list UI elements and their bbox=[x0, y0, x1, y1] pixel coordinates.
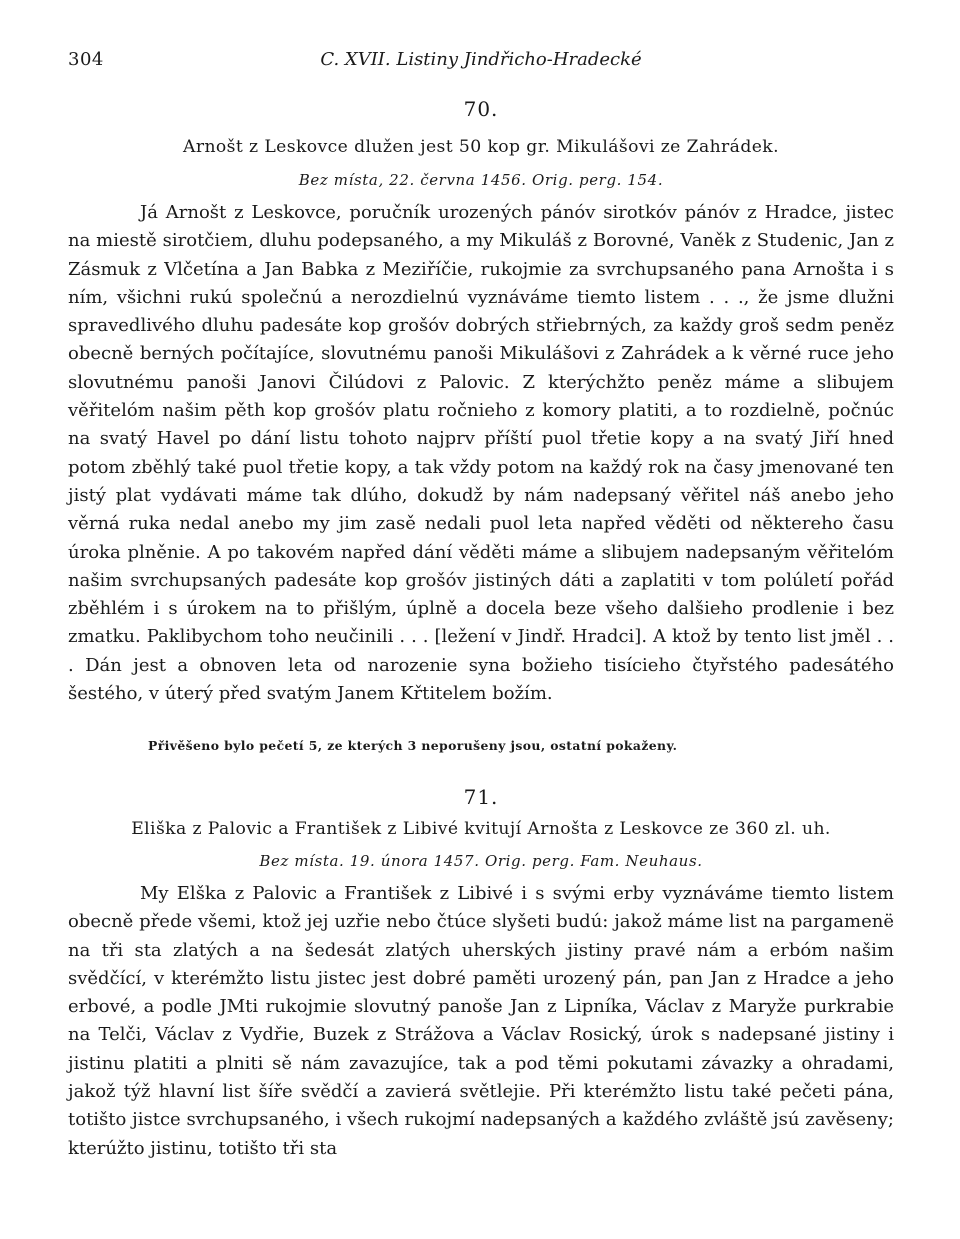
document-number: 70. bbox=[463, 97, 499, 121]
document-dating: Bez místa, 22. června 1456. Orig. perg. 154. bbox=[298, 171, 664, 189]
document-page bbox=[68, 0, 894, 1239]
page-number: 304 bbox=[68, 49, 104, 70]
document-summary: Eliška z Palovic a František z Libivé kvitují Arnošta z Leskovce ze 360 zl. uh. bbox=[131, 819, 831, 839]
document-text bbox=[68, 880, 894, 1163]
document-paragraph: Já Arnošt z Leskovce, poručník urozených pánóv sirotkóv pánóv z Hradce, jistec na miestě sirotčiem, dluhu podepsaného, a my Mikuláš z Borovné, Vaněk z Studenic, Jan z Zásmuk z Vlčetína a Jan Babka z Meziříčie, rukojmie za svrchupsaného pana Arnošta i s ním, všichni rukú společnú a nerozdielnú vyznáváme tiemto listem . . ., že jsme dlužni spravedlivého dluhu padesáte kop grošóv dobrých střiebrných, za každy groš sedm peněz obecně berných počítajíce, slovutnému panoši Mikulášovi z Zahrádek a k věrné ruce jeho slovutnému panoši Janovi Čilúdovi z Palovic. Z kterýchžto peněz máme a slibujem věřitelóm našim pěth kop grošóv platu ročnieho z komory platiti, a to rozdielně, počnúc na svatý Havel po dání listu tohoto najprv příští puol třetie kopy a na svatý Jiří hned potom zběhlý také puol třetie kopy, a tak vždy potom na každý rok na časy jmenované ten jistý plat vydávati máme tak dlúho, dokudž by nám nadepsaný věřitel náš anebo jeho věrná ruka nedal anebo my jim zasě nedali puol leta napřed věděti od některeho času úroka plněnie. A po takovém napřed dání věděti máme a slibujem nadepsaným věřitelóm našim svrchupsaných padesáte kop grošóv jistiných dáti a zaplatiti v tom polúletí pořád zběhlém i s úrokem na to přišlým, úplně a docela beze všeho dalšieho prodlenie i bez zmatku. Paklibychom toho neučinili . . . [ležení v Jindř. Hradci]. A ktož by tento list jměl . . . Dán jest a obnoven leta od narozenie syna božieho tisícieho čtyřstého padesátého šestého, v úterý před svatým Janem Křtitelem božím. bbox=[68, 202, 894, 705]
document-number: 71. bbox=[463, 785, 499, 809]
document-text bbox=[68, 199, 894, 708]
document-summary: Arnošt z Leskovce dlužen jest 50 kop gr. Mikulášovi ze Zahrádek. bbox=[183, 137, 779, 157]
page-header bbox=[68, 49, 894, 75]
running-head: C. XVII. Listiny Jindřicho-Hradecké bbox=[320, 49, 642, 70]
document-paragraph: My Elška z Palovic a František z Libivé i s svými erby vyznáváme tiemto listem obecně přede všemi, ktož jej uzřie nebo čtúce slyšeti budú: jakož máme list na pargamenë na tři sta zlatých a na šedesát zlatých uherských jistiny pravé nám a erbóm našim svědčící, v kterémžto listu jistec jest dobré paměti urozený pán, pan Jan z Hradce a jeho erbové, a podle JMti rukojmie slovutný panoše Jan z Lipníka, Václav z Maryže purkrabie na Telči, Václav z Vydřie, Buzek z Strážova a Václav Rosický, úrok s nadepsané jistiny i jistinu platiti a plniti sě nám zavazujíce, tak a pod těmi pokutami závazky a ohradami, jakož týž hlavní list šíře svědčí a zavierá světlejie. Při kterémžto listu také pečeti pána, totišto jistce svrchupsaného, i všech rukojmí nadepsaných a každého zvláště jsú zavěseny; kterúžto jistinu, totišto tři sta bbox=[68, 883, 894, 1159]
document-dating: Bez místa. 19. února 1457. Orig. perg. Fam. Neuhaus. bbox=[259, 852, 703, 870]
seal-note: Přivěšeno bylo pečetí 5, ze kterých 3 neporušeny jsou, ostatní pokaženy. bbox=[148, 738, 678, 753]
